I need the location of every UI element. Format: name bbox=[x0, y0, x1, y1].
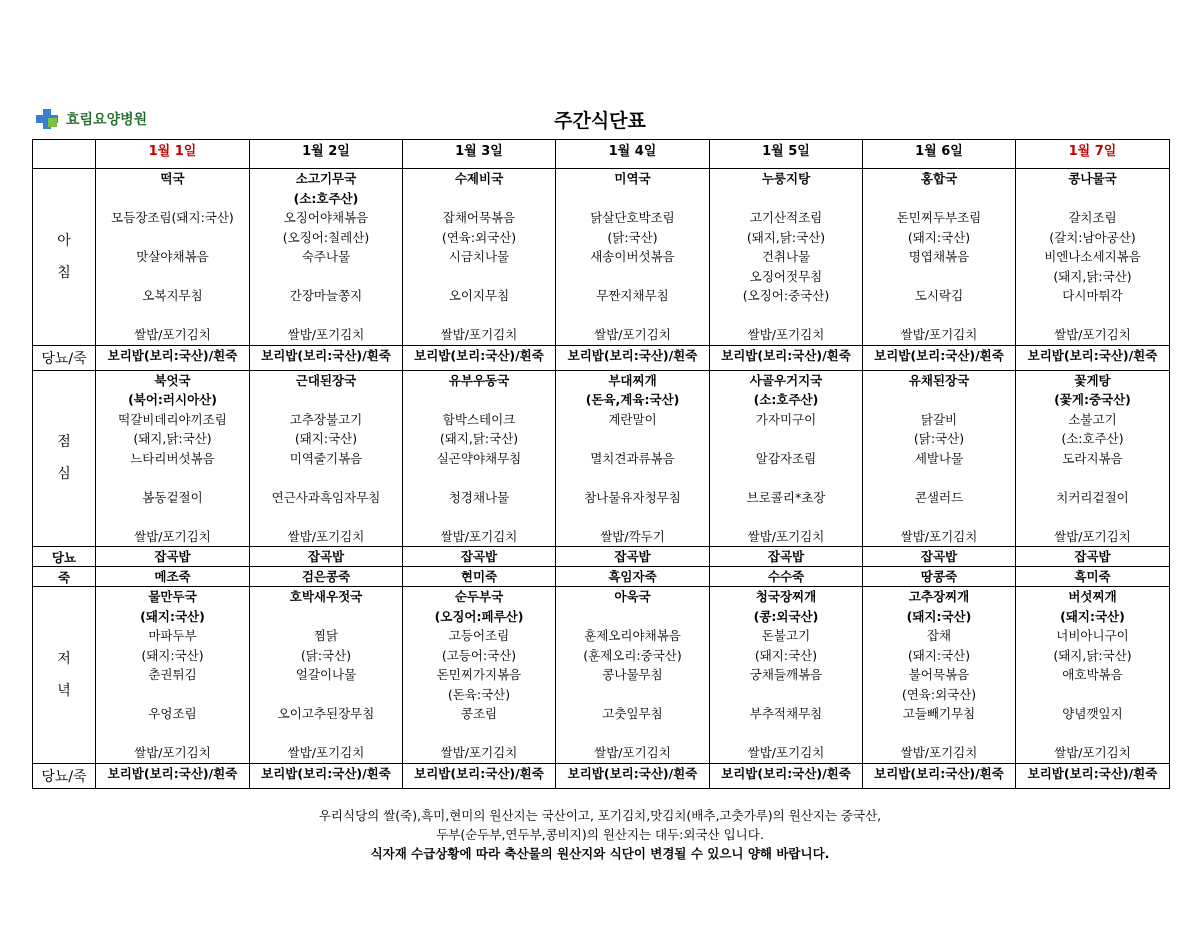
menu-item: 오징어젓무침 bbox=[749, 268, 823, 284]
menu-item: (닭:국산) bbox=[300, 647, 352, 663]
date-header: 1월 6일 bbox=[863, 140, 1016, 169]
soup-item: 사골우거지국 bbox=[749, 372, 823, 388]
menu-item: 콘샐러드 bbox=[914, 489, 964, 505]
soup-item: 호박새우젓국 bbox=[289, 589, 363, 604]
soup-item: (돼지:국산) bbox=[906, 608, 972, 624]
diet-cell: 잡곡밥 bbox=[250, 547, 403, 567]
diet-cell: 현미죽 bbox=[403, 567, 556, 587]
diet-cell: 흑임자죽 bbox=[556, 567, 710, 587]
menu-item: (돼지,닭:국산) bbox=[746, 229, 826, 245]
menu-item: 명엽채볶음 bbox=[908, 249, 970, 264]
diet-cell: 보리밥(보리:국산)/흰죽 bbox=[710, 763, 863, 788]
diet-cell: 보리밥(보리:국산)/흰죽 bbox=[96, 763, 250, 788]
empty-line bbox=[863, 267, 1015, 287]
empty-line bbox=[863, 390, 1015, 410]
breakfast-row bbox=[33, 169, 1170, 346]
menu-item: (고등어:국산) bbox=[441, 647, 517, 663]
menu-item: 멸치견과류볶음 bbox=[590, 450, 675, 466]
empty-line bbox=[250, 507, 402, 527]
menu-item: 쌀밥/포기김치 bbox=[1054, 528, 1131, 544]
lunch-porridge-row bbox=[33, 567, 1170, 587]
diabetic-porridge-label: 당뇨/죽 bbox=[33, 345, 96, 370]
menu-item: 고기산적조림 bbox=[749, 210, 823, 225]
breakfast-diet-row bbox=[33, 345, 1170, 370]
meal-cell bbox=[250, 169, 403, 346]
menu-item: (돼지,닭:국산) bbox=[439, 431, 519, 446]
menu-item: 브로콜리*초장 bbox=[746, 489, 826, 505]
date-header: 1월 3일 bbox=[403, 140, 556, 169]
lunch-row bbox=[33, 370, 1170, 547]
menu-item: 돈불고기 bbox=[761, 628, 811, 643]
diet-cell: 메조죽 bbox=[96, 567, 250, 587]
menu-item: 쌀밥/깍두기 bbox=[600, 528, 665, 544]
empty-line bbox=[863, 306, 1015, 326]
empty-line bbox=[710, 429, 862, 449]
soup-item: (돼지:국산) bbox=[1060, 608, 1125, 624]
soup-item: 유부우동국 bbox=[448, 372, 510, 388]
empty-line bbox=[863, 468, 1015, 488]
date-header: 1월 1일 bbox=[96, 140, 250, 169]
date-header: 1월 7일 bbox=[1016, 140, 1170, 169]
meal-cell bbox=[403, 169, 556, 346]
date-header: 1월 4일 bbox=[556, 140, 710, 169]
empty-line bbox=[556, 468, 709, 488]
menu-item: 오이고추된장무침 bbox=[277, 706, 375, 721]
diet-cell: 보리밥(보리:국산)/흰죽 bbox=[863, 345, 1016, 370]
menu-item: 건취나물 bbox=[761, 249, 811, 264]
empty-line bbox=[403, 267, 555, 287]
empty-line bbox=[1016, 306, 1169, 326]
dinner-label: 저 녁 bbox=[33, 587, 96, 764]
dinner-row bbox=[33, 587, 1170, 764]
menu-item: 소불고기 bbox=[1068, 411, 1117, 427]
menu-item: 쌀밥/포기김치 bbox=[1054, 327, 1131, 342]
menu-item: 고들빼기무침 bbox=[902, 706, 976, 721]
menu-item: 갈치조림 bbox=[1068, 210, 1117, 225]
empty-line bbox=[250, 724, 402, 744]
menu-item: (갈치:남아공산) bbox=[1049, 229, 1136, 245]
empty-line bbox=[710, 468, 862, 488]
diet-cell: 보리밥(보리:국산)/흰죽 bbox=[96, 345, 250, 370]
menu-item: (돼지,닭:국산) bbox=[1053, 268, 1132, 284]
menu-item: 잡채 bbox=[926, 628, 952, 643]
soup-item: 유채된장국 bbox=[908, 372, 970, 388]
empty-line bbox=[556, 685, 709, 705]
diet-cell: 보리밥(보리:국산)/흰죽 bbox=[1016, 763, 1170, 788]
menu-item: (연육:외국산) bbox=[441, 229, 517, 245]
menu-item: 모듬장조림(돼지:국산) bbox=[111, 210, 234, 225]
empty-line bbox=[96, 306, 249, 326]
origin-notice-line: 두부(순두부,연두부,콩비지)의 원산지는 대두:외국산 입니다. bbox=[436, 827, 764, 842]
menu-item: 닭살단호박조림 bbox=[590, 210, 675, 225]
meal-cell bbox=[250, 370, 403, 547]
meal-cell bbox=[556, 169, 710, 346]
menu-item: 돈민찌가지볶음 bbox=[436, 667, 522, 682]
menu-item: 숙주나물 bbox=[301, 249, 351, 264]
menu-item: 봄동겉절이 bbox=[142, 489, 203, 505]
date-header-row bbox=[33, 140, 1170, 169]
menu-item: (돼지:국산) bbox=[907, 647, 971, 663]
menu-item: 간장마늘쫑지 bbox=[289, 288, 363, 303]
origin-notice-line: 우리식당의 쌀(죽),흑미,현미의 원산지는 국산이고, 포기김치,맛김치(배추,고춧가루)의 원산지는 중국산, bbox=[318, 808, 882, 823]
soup-item: 청국장찌개 bbox=[755, 589, 817, 604]
dinner-diet-row bbox=[33, 763, 1170, 788]
menu-item: 찜닭 bbox=[313, 628, 339, 643]
diet-cell: 보리밥(보리:국산)/흰죽 bbox=[250, 345, 403, 370]
menu-item: (연육:외국산) bbox=[901, 686, 977, 702]
meal-cell bbox=[863, 169, 1016, 346]
lunch-diabetic-row bbox=[33, 547, 1170, 567]
soup-item: 순두부국 bbox=[454, 589, 504, 604]
diet-cell: 보리밥(보리:국산)/흰죽 bbox=[556, 345, 710, 370]
meal-cell bbox=[1016, 370, 1170, 547]
soup-item: 버섯찌개 bbox=[1068, 589, 1117, 604]
lunch-label: 점 심 bbox=[33, 370, 96, 547]
menu-item: 미역줄기볶음 bbox=[289, 450, 363, 466]
empty-line bbox=[710, 724, 862, 744]
menu-item: 청경채나물 bbox=[448, 489, 510, 505]
meal-cell bbox=[556, 370, 710, 547]
menu-item: 함박스테이크 bbox=[442, 411, 516, 427]
diet-cell: 잡곡밥 bbox=[556, 547, 710, 567]
empty-line bbox=[556, 724, 709, 744]
empty-line bbox=[250, 607, 402, 627]
meal-cell bbox=[863, 587, 1016, 764]
menu-item: 콩나물무침 bbox=[602, 667, 663, 682]
empty-line bbox=[250, 267, 402, 287]
empty-line bbox=[96, 468, 249, 488]
menu-item: 쌀밥/포기김치 bbox=[134, 528, 211, 544]
menu-item: 새송이버섯볶음 bbox=[590, 249, 675, 264]
meal-cell bbox=[710, 370, 863, 547]
empty-line bbox=[710, 685, 862, 705]
meal-cell bbox=[556, 587, 710, 764]
diet-cell: 보리밥(보리:국산)/흰죽 bbox=[250, 763, 403, 788]
diet-cell: 잡곡밥 bbox=[96, 547, 250, 567]
page-title: 주간식단표 bbox=[554, 110, 646, 132]
menu-item: 쌀밥/포기김치 bbox=[134, 327, 211, 342]
soup-item: 미역국 bbox=[614, 171, 651, 186]
porridge-label: 죽 bbox=[33, 567, 96, 587]
menu-item: (돼지:국산) bbox=[907, 229, 971, 245]
soup-item: (꽃게:중국산) bbox=[1054, 392, 1131, 407]
empty-line bbox=[96, 189, 249, 209]
empty-line bbox=[710, 306, 862, 326]
soup-item: (북어:러시아산) bbox=[128, 392, 217, 407]
soup-item: 부대찌개 bbox=[608, 372, 657, 388]
empty-line bbox=[1016, 468, 1169, 488]
menu-item: (닭:국산) bbox=[913, 431, 965, 446]
menu-item: 고추장불고기 bbox=[289, 411, 363, 427]
soup-item: (소:호주산) bbox=[293, 190, 359, 206]
meal-cell bbox=[96, 169, 250, 346]
empty-line bbox=[96, 685, 249, 705]
soup-item: (오징어:페루산) bbox=[434, 608, 524, 624]
menu-item: (돼지:국산) bbox=[294, 431, 358, 446]
diet-cell: 수수죽 bbox=[710, 567, 863, 587]
empty-line bbox=[250, 306, 402, 326]
menu-item: 연근사과흑임자무침 bbox=[271, 489, 381, 505]
menu-item: 쌀밥/포기김치 bbox=[747, 327, 825, 342]
diabetic-label: 당뇨 bbox=[33, 547, 96, 567]
menu-item: 콩조림 bbox=[460, 706, 498, 721]
menu-item: 비엔나소세지볶음 bbox=[1044, 249, 1141, 264]
diet-cell: 보리밥(보리:국산)/흰죽 bbox=[403, 345, 556, 370]
menu-item: 쌀밥/포기김치 bbox=[1054, 745, 1131, 760]
empty-line bbox=[96, 228, 249, 248]
diet-cell: 잡곡밥 bbox=[710, 547, 863, 567]
meal-cell bbox=[710, 587, 863, 764]
empty-line bbox=[556, 306, 709, 326]
empty-line bbox=[96, 507, 249, 527]
menu-item: 부추적채무침 bbox=[749, 706, 823, 721]
menu-item: 가자미구이 bbox=[755, 411, 817, 427]
menu-item: 얼갈이나물 bbox=[295, 667, 357, 682]
menu-item: 계란말이 bbox=[608, 411, 657, 427]
menu-item: (훈제오리:중국산) bbox=[583, 647, 682, 663]
menu-item: 알감자조림 bbox=[755, 450, 817, 466]
menu-item: 춘권튀김 bbox=[148, 667, 197, 682]
menu-item: 쌀밥/포기김치 bbox=[747, 528, 825, 544]
menu-item: (오징어:중국산) bbox=[742, 288, 830, 303]
meal-cell bbox=[863, 370, 1016, 547]
menu-item: 마파두부 bbox=[148, 628, 197, 643]
weekly-menu-table bbox=[32, 139, 1170, 789]
menu-item: 너비아니구이 bbox=[1056, 628, 1129, 643]
origin-notice bbox=[0, 806, 1200, 863]
change-notice: 식자재 수급상황에 따라 축산물의 원산지와 식단이 변경될 수 있으니 양해 바랍니다. bbox=[370, 846, 830, 861]
menu-item: 쌀밥/포기김치 bbox=[594, 745, 671, 760]
menu-item: 맛살야채볶음 bbox=[136, 249, 209, 264]
menu-item: 쌀밥/포기김치 bbox=[594, 327, 671, 342]
empty-line bbox=[556, 267, 709, 287]
empty-line bbox=[863, 507, 1015, 527]
menu-item: 잡채어묵볶음 bbox=[442, 210, 516, 225]
meal-cell bbox=[96, 587, 250, 764]
menu-item: 고등어조림 bbox=[448, 628, 510, 643]
empty-line bbox=[403, 306, 555, 326]
soup-item: 떡국 bbox=[160, 171, 185, 186]
meal-cell bbox=[710, 169, 863, 346]
diabetic-porridge-label: 당뇨/죽 bbox=[33, 763, 96, 788]
menu-item: 세발나물 bbox=[914, 450, 964, 466]
soup-item: 고추장찌개 bbox=[908, 589, 970, 604]
soup-item: 홍합국 bbox=[920, 171, 958, 186]
menu-item: 쌀밥/포기김치 bbox=[440, 745, 518, 760]
soup-item: 물만두국 bbox=[148, 589, 197, 604]
empty-line bbox=[1016, 685, 1169, 705]
menu-item: 불어묵볶음 bbox=[908, 667, 970, 682]
soup-item: 콩나물국 bbox=[1068, 171, 1117, 186]
menu-item: 시금치나물 bbox=[448, 249, 510, 264]
diet-cell: 잡곡밥 bbox=[1016, 547, 1170, 567]
menu-item: 쌀밥/포기김치 bbox=[900, 745, 978, 760]
diet-cell: 보리밥(보리:국산)/흰죽 bbox=[403, 763, 556, 788]
breakfast-label: 아 침 bbox=[33, 169, 96, 346]
menu-item: 참나물유자청무침 bbox=[584, 489, 681, 505]
soup-item: (콩:외국산) bbox=[753, 608, 819, 624]
empty-line bbox=[556, 429, 709, 449]
menu-item: 우엉조림 bbox=[148, 706, 197, 721]
diet-cell: 땅콩죽 bbox=[863, 567, 1016, 587]
empty-line bbox=[403, 468, 555, 488]
soup-item: (소:호주산) bbox=[753, 392, 819, 407]
meal-cell bbox=[403, 370, 556, 547]
menu-item: (돼지,닭:국산) bbox=[1053, 647, 1132, 663]
empty-line bbox=[863, 189, 1015, 209]
soup-item: 소고기무국 bbox=[295, 171, 357, 186]
date-header: 1월 5일 bbox=[710, 140, 863, 169]
menu-item: (돼지:국산) bbox=[141, 647, 204, 663]
menu-item: (소:호주산) bbox=[1061, 431, 1124, 446]
empty-line bbox=[96, 724, 249, 744]
menu-item: (돼지:국산) bbox=[754, 647, 818, 663]
diet-cell: 잡곡밥 bbox=[863, 547, 1016, 567]
empty-line bbox=[250, 390, 402, 410]
menu-item: 애호박볶음 bbox=[1062, 667, 1123, 682]
soup-item: (돼지:국산) bbox=[140, 608, 205, 624]
meal-cell bbox=[1016, 169, 1170, 346]
date-header: 1월 2일 bbox=[250, 140, 403, 169]
menu-item: 돈민찌두부조림 bbox=[896, 210, 982, 225]
menu-item: 치커리겉절이 bbox=[1056, 489, 1129, 505]
menu-item: 도시락김 bbox=[914, 288, 964, 303]
menu-item: 도라지볶음 bbox=[1062, 450, 1123, 466]
soup-item: 북엇국 bbox=[154, 372, 191, 388]
empty-line bbox=[1016, 724, 1169, 744]
menu-item: 느타리버섯볶음 bbox=[130, 450, 215, 466]
meal-cell bbox=[250, 587, 403, 764]
empty-line bbox=[710, 507, 862, 527]
menu-item: 닭갈비 bbox=[920, 411, 958, 427]
diet-cell: 보리밥(보리:국산)/흰죽 bbox=[1016, 345, 1170, 370]
empty-line bbox=[403, 507, 555, 527]
menu-item: 오징어야채볶음 bbox=[283, 210, 369, 225]
menu-item: 궁채들깨볶음 bbox=[749, 667, 823, 682]
menu-item: (돼지,닭:국산) bbox=[133, 431, 212, 446]
empty-line bbox=[96, 267, 249, 287]
soup-item: 아욱국 bbox=[614, 589, 651, 604]
empty-line bbox=[403, 390, 555, 410]
menu-item: (오징어:칠레산) bbox=[282, 229, 370, 245]
empty-line bbox=[556, 607, 709, 627]
menu-item: 오복지무침 bbox=[142, 288, 203, 303]
empty-line bbox=[1016, 507, 1169, 527]
soup-item: (돈육,계육:국산) bbox=[585, 392, 680, 407]
menu-item: 쌀밥/포기김치 bbox=[440, 327, 518, 342]
diet-cell: 보리밥(보리:국산)/흰죽 bbox=[710, 345, 863, 370]
soup-item: 누룽지탕 bbox=[761, 171, 811, 186]
empty-line bbox=[1016, 189, 1169, 209]
menu-item: 쌀밥/포기김치 bbox=[134, 745, 211, 760]
empty-line bbox=[403, 724, 555, 744]
empty-line bbox=[403, 189, 555, 209]
soup-item: 근대된장국 bbox=[295, 372, 357, 388]
menu-item: (돈육:국산) bbox=[447, 686, 511, 702]
menu-item: 쌀밥/포기김치 bbox=[287, 528, 365, 544]
menu-item: 고춧잎무침 bbox=[602, 706, 663, 721]
soup-item: 꽃게탕 bbox=[1074, 372, 1111, 388]
diet-cell: 검은콩죽 bbox=[250, 567, 403, 587]
empty-line bbox=[556, 189, 709, 209]
header-corner bbox=[33, 140, 96, 169]
menu-item: 오이지무침 bbox=[448, 288, 510, 303]
menu-item: 실곤약야채무침 bbox=[436, 450, 522, 466]
menu-item: 쌀밥/포기김치 bbox=[747, 745, 825, 760]
meal-cell bbox=[96, 370, 250, 547]
menu-item: (닭:국산) bbox=[607, 229, 658, 245]
menu-item: 훈제오리야채볶음 bbox=[584, 628, 681, 643]
empty-line bbox=[250, 468, 402, 488]
empty-line bbox=[863, 724, 1015, 744]
meal-cell bbox=[403, 587, 556, 764]
menu-item: 다시마튀각 bbox=[1062, 288, 1123, 303]
empty-line bbox=[556, 507, 709, 527]
diet-cell: 보리밥(보리:국산)/흰죽 bbox=[556, 763, 710, 788]
menu-item: 양념깻잎지 bbox=[1062, 706, 1123, 721]
menu-item: 쌀밥/포기김치 bbox=[287, 327, 365, 342]
diet-cell: 보리밥(보리:국산)/흰죽 bbox=[863, 763, 1016, 788]
menu-item: 쌀밥/포기김치 bbox=[900, 327, 978, 342]
menu-item: 쌀밥/포기김치 bbox=[287, 745, 365, 760]
empty-line bbox=[250, 685, 402, 705]
hospital-name: 효림요양병원 bbox=[66, 112, 148, 128]
diet-cell: 잡곡밥 bbox=[403, 547, 556, 567]
menu-item: 쌀밥/포기김치 bbox=[900, 528, 978, 544]
soup-item: 수제비국 bbox=[454, 171, 504, 186]
meal-cell bbox=[1016, 587, 1170, 764]
diet-cell: 흑미죽 bbox=[1016, 567, 1170, 587]
menu-item: 쌀밥/포기김치 bbox=[440, 528, 518, 544]
menu-item: 무짠지채무침 bbox=[596, 288, 669, 303]
menu-item: 떡갈비데리야끼조림 bbox=[118, 411, 227, 427]
empty-line bbox=[710, 189, 862, 209]
